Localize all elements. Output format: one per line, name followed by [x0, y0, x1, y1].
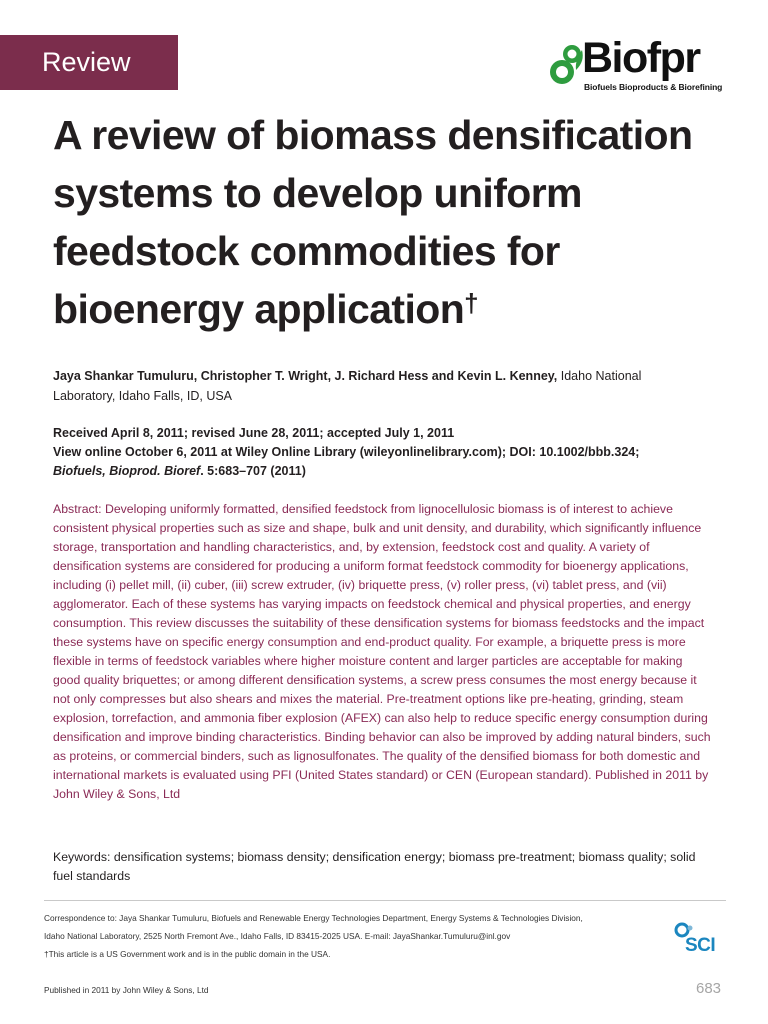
title-footnote-mark: † [464, 288, 479, 318]
history-online: View online October 6, 2011 at Wiley Online Library (wileyonlinelibrary.com); DOI: 10.1002/bbb.324; [53, 445, 640, 459]
keywords: Keywords: densification systems; biomass density; densification energy; biomass pre-treatment; biomass quality; solid fuel standards [53, 850, 696, 883]
journal-logo [544, 36, 734, 96]
citation-volume-pages: . 5:683–707 (2011) [200, 464, 306, 478]
author-names: Jaya Shankar Tumuluru, Christopher T. Wright, J. Richard Hess and Kevin L. Kenney, [53, 369, 558, 383]
footnote-divider [44, 900, 726, 901]
article-history [53, 424, 713, 481]
footnotes [44, 909, 664, 963]
history-received: Received April 8, 2011; revised June 28, 2011; accepted July 1, 2011 [53, 426, 455, 440]
correspondence-line-1: Correspondence to: Jaya Shankar Tumuluru, Biofuels and Renewable Energy Technologies Department, Energy Systems & Technologies Division, [44, 913, 583, 923]
article-title [53, 106, 743, 338]
author-line [53, 366, 693, 406]
sci-logo [672, 922, 732, 962]
page-number: 683 [696, 980, 722, 997]
public-domain-note: †This article is a US Government work and is in the public domain in the USA. [44, 949, 331, 959]
correspondence-line-2: Idaho National Laboratory, 2525 North Fremont Ave., Idaho Falls, ID 83415-2025 USA. E-mail: JayaShankar.Tumuluru@inl.gov [44, 931, 511, 941]
sci-logo-text: SCI [685, 935, 716, 956]
published-credit: Published in 2011 by John Wiley & Sons, Ltd [44, 985, 209, 995]
abstract: Abstract: Developing uniformly formatted, densified feedstock from lignocellulosic biomass is of interest to achieve consistent physical properties such as size and shape, bulk and unit density, and durability, which significantly influence storage, transportation and handling characteristics, and, by extension, feedstock cost and quality. A variety of densification systems are considered for producing a uniform format feedstock commodity for bioenergy applications, including (i) pellet mill, (ii) cuber, (iii) screw extruder, (iv) briquette press, (v) roller press, (vi) tablet press, and (vii) agglomerator. Each of these systems has varying impacts on feedstock chemical and physical properties, and energy consumption. This review discusses the suitability of these densification systems for biomass feedstocks and the impact these systems have on specific energy consumption and end-product quality. For example, a briquette press is more flexible in terms of feedstock variables where higher moisture content and larger particles are acceptable for making good quality briquettes; or among different densification systems, a screw press consumes the most energy because it not only compresses but also shears and mixes the material. Pre-treatment options like pre-heating, grinding, steam explosion, torrefaction, and ammonia fiber explosion (AFEX) can also help to reduce specific energy consumption during densification and improve binding characteristics. Binding behavior can also be improved by adding natural binders, such as proteins, or commercial binders, such as lignosulfonates. The quality of the densified biomass for both domestic and international markets is evaluated using PFI (United States standard) or CEN (European standard). Published in 2011 by John Wiley & Sons, Ltd [53, 502, 711, 801]
history-citation-line [53, 462, 713, 481]
section-label: Review [0, 35, 178, 90]
journal-reference: Biofuels, Bioprod. Bioref [53, 464, 201, 478]
journal-wordmark: Biofpr [582, 34, 700, 82]
title-text: A review of biomass densification systems to develop uniform feedstock commodities for bioenergy application [53, 112, 693, 332]
author-affiliation: Idaho National Laboratory, Idaho Falls, ID, USA [53, 369, 642, 403]
journal-subtitle: Biofuels Bioproducts & Biorefining [584, 82, 723, 92]
